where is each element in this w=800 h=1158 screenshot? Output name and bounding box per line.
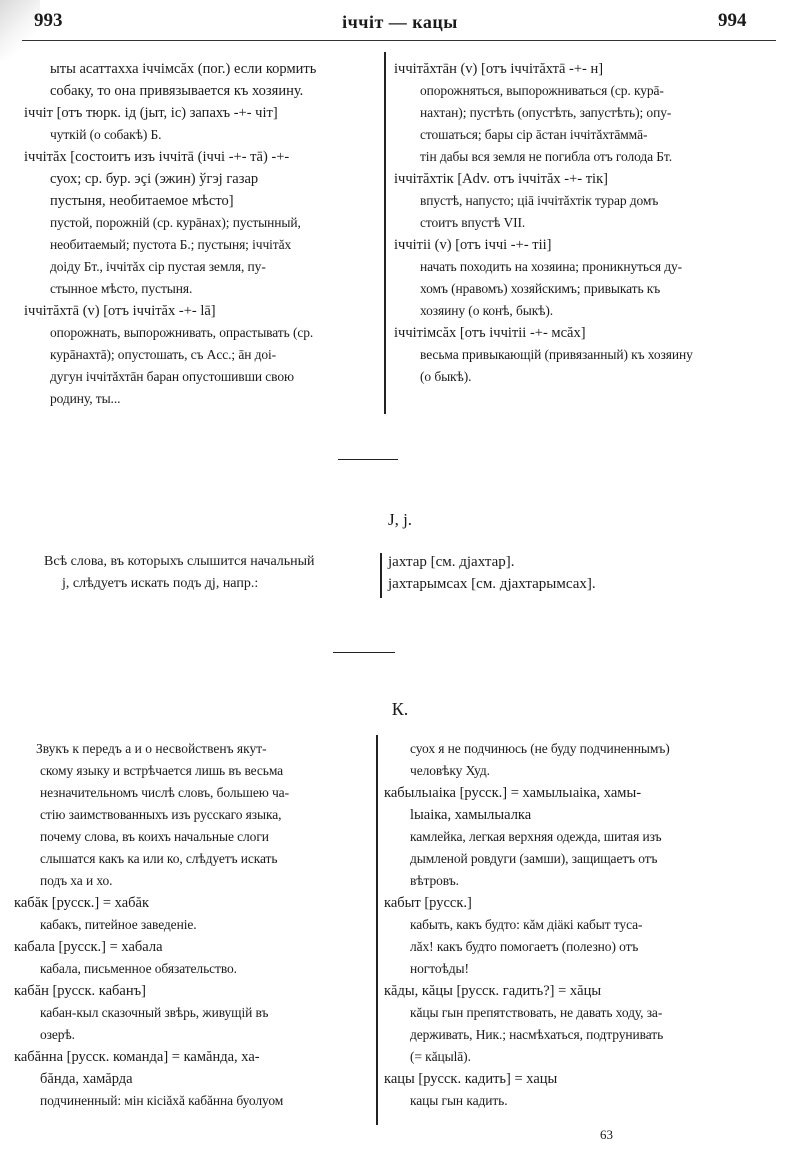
entry-line: бăнда, хамăрда	[40, 1071, 133, 1087]
entry-line: стошаться; бары сір āстан іччітăхтāммā-	[420, 127, 648, 142]
entry-line: стію заимствованныхъ изъ русскаго языка,	[40, 807, 282, 822]
entry-line: почему слова, въ коихъ начальные слоги	[40, 829, 269, 844]
entry-line: Звукъ к передъ а и о несвойственъ якут-	[36, 741, 267, 756]
headword-line: іччітăх [состоитъ изъ іччітā (іччі -+- тā) -+-	[24, 149, 290, 165]
entry-line: доіду Бт., іччітăх сір пустая земля, пу-	[50, 259, 266, 274]
headword-line: іччітімсăх [отъ іччітіі -+- мсăх]	[394, 325, 586, 341]
j-line: j, слѣдуетъ искать подъ дj, напр.:	[62, 576, 259, 591]
left-column-k	[14, 738, 376, 1112]
j-section-entries	[388, 551, 768, 595]
entry-line: (о быкѣ).	[420, 369, 472, 384]
entry-line: чуткій (о собакѣ) Б.	[50, 127, 162, 142]
entry-line: курāнахтā); опустошать, съ Acc.; āн доі-	[50, 347, 277, 362]
entry-line: суох я не подчинюсь (не буду подчиненнымъ)	[410, 741, 670, 756]
entry-line: незначительномъ числѣ словъ, большею ча-	[40, 785, 289, 800]
section-heading-k: К.	[391, 699, 409, 719]
entry-line: кабакъ, питейное заведеніе.	[40, 917, 197, 932]
headword-line: кабăнна [русск. команда] = камăнда, ха-	[14, 1049, 260, 1065]
entry-line: дугун іччітăхтāн баран опустошивши свою	[50, 369, 294, 384]
entry-line: скому языку и встрѣчается лишь въ весьма	[40, 763, 284, 778]
entry-line: lыаіка, хамылыалка	[410, 807, 532, 823]
entry-line: кăцы гын препятствовать, не давать ходу, за-	[410, 1005, 663, 1020]
j-line: Всѣ слова, въ которыхъ слышится начальный	[44, 554, 315, 569]
section-divider-1	[338, 459, 398, 460]
j-line: jахтар [см. дjахтар].	[388, 554, 515, 570]
entry-line: ногтоѣды!	[410, 961, 469, 976]
entry-line: (= кăцыlā).	[410, 1049, 471, 1064]
headword-line: кабала [русск.] = хабала	[14, 939, 163, 955]
header-rule	[22, 40, 776, 41]
headword-line: іччітіі (v) [отъ іччі -+- тіі]	[394, 237, 552, 253]
entry-line: кабыть, какъ будто: кăм діäкі кабыт туса-	[410, 917, 643, 932]
column-divider-j	[380, 553, 382, 598]
headword-line: кабăк [русск.] = хабăк	[14, 895, 150, 911]
headword-line: кабыт [русск.]	[384, 895, 472, 911]
entry-line: дымленой ровдуги (замши), защищаетъ отъ	[410, 851, 658, 866]
entry-line: ыты асаттахха іччімсăх (пог.) если кормить	[50, 61, 317, 77]
entry-line: начать походить на хозяина; проникнуться ду-	[420, 259, 683, 274]
entry-line: тін дабы вся земля не погибла отъ голода Бт.	[420, 149, 672, 164]
right-column-top	[394, 58, 778, 388]
left-page-number: 993	[34, 10, 63, 31]
entry-line: кацы гын кадить.	[410, 1093, 508, 1108]
entry-line: подчиненный: мін кісіăхă кабăнна буолуом	[40, 1093, 284, 1108]
page-header	[0, 10, 800, 40]
right-column-k	[384, 738, 776, 1112]
headword-line: кабыльıаіка [русск.] = хамыльıаіка, хамы-	[384, 785, 642, 801]
entry-line: собаку, то она привязывается къ хозяину.	[50, 83, 304, 99]
column-divider-top	[384, 52, 386, 414]
entry-line: хозяину (о конѣ, быкѣ).	[420, 303, 554, 318]
entry-line: хомъ (нравомъ) хозяйскимъ; привыкать къ	[420, 281, 661, 296]
entry-line: суох; ср. бур. эçі (эжин) ўгэj газар	[50, 171, 259, 187]
entry-line: стоитъ впустѣ VII.	[420, 215, 526, 230]
entry-line: нахтан); пустѣть (опустѣть, запустѣть); опу-	[420, 105, 672, 120]
headword-line: кабăн [русск. кабанъ]	[14, 983, 146, 999]
headword-line: іччітăхтāн (v) [отъ іччітăхтā -+- н]	[394, 61, 604, 77]
entry-line: держивать, Ник.; насмѣхаться, подтрунивать	[410, 1027, 664, 1042]
entry-line: вѣтровъ.	[410, 873, 459, 888]
entry-line: стынное мѣсто, пустыня.	[50, 281, 193, 296]
entry-line: весьма привыкающій (привязанный) къ хозяину	[420, 347, 693, 362]
column-divider-k	[376, 735, 378, 1125]
headword-line: іччітăхтā (v) [отъ іччітăх -+- lā]	[24, 303, 216, 319]
entry-line: кабан-кыл сказочный звѣрь, живущій въ	[40, 1005, 269, 1020]
left-column-top	[24, 58, 380, 410]
headword-line: кăды, кăцы [русск. гадить?] = хăцы	[384, 983, 602, 999]
section-divider-2	[333, 652, 395, 653]
entry-line: пустой, порожній (ср. курāнах); пустынный,	[50, 215, 301, 230]
headword-line: іччітăхтік [Adv. отъ іччітăх -+- тік]	[394, 171, 608, 187]
entry-line: опорожняться, выпорожниваться (ср. курā-	[420, 83, 664, 98]
j-section-note	[44, 551, 374, 595]
entry-line: слышатся какъ ка или ко, слѣдуетъ искать	[40, 851, 278, 866]
entry-line: родину, ты...	[50, 391, 121, 406]
section-heading-j: J, j.	[387, 510, 413, 529]
entry-line: необитаемый; пустота Б.; пустыня; іччітăх	[50, 237, 292, 252]
entry-line: камлейка, легкая верхняя одежда, шитая изъ	[410, 829, 662, 844]
printer-signature-mark: 63	[600, 1127, 613, 1142]
entry-line: кабала, письменное обязательство.	[40, 961, 237, 976]
entry-line: опорожнать, выпорожнивать, опрастывать (ср.	[50, 325, 314, 340]
headword-line: іччіт [отъ тюрк. ід (jыт, іс) запахъ -+- чіт]	[24, 105, 278, 121]
entry-line: озерѣ.	[40, 1027, 75, 1042]
headword-line: кацы [русск. кадить] = хацы	[384, 1071, 558, 1087]
j-line: jахтарымсах [см. дjахтарымсах].	[388, 576, 596, 592]
entry-line: подъ ха и хо.	[40, 873, 113, 888]
entry-line: пустыня, необитаемое мѣсто]	[50, 193, 234, 209]
entry-line: лăх! какъ будто помогаетъ (полезно) отъ	[410, 939, 639, 954]
entry-line: человѣку Худ.	[410, 763, 490, 778]
right-page-number: 994	[718, 10, 747, 31]
running-head: іччіт — кацы	[342, 12, 458, 32]
entry-line: впустѣ, напусто; ціā іччітăхтік турар домъ	[420, 193, 659, 208]
